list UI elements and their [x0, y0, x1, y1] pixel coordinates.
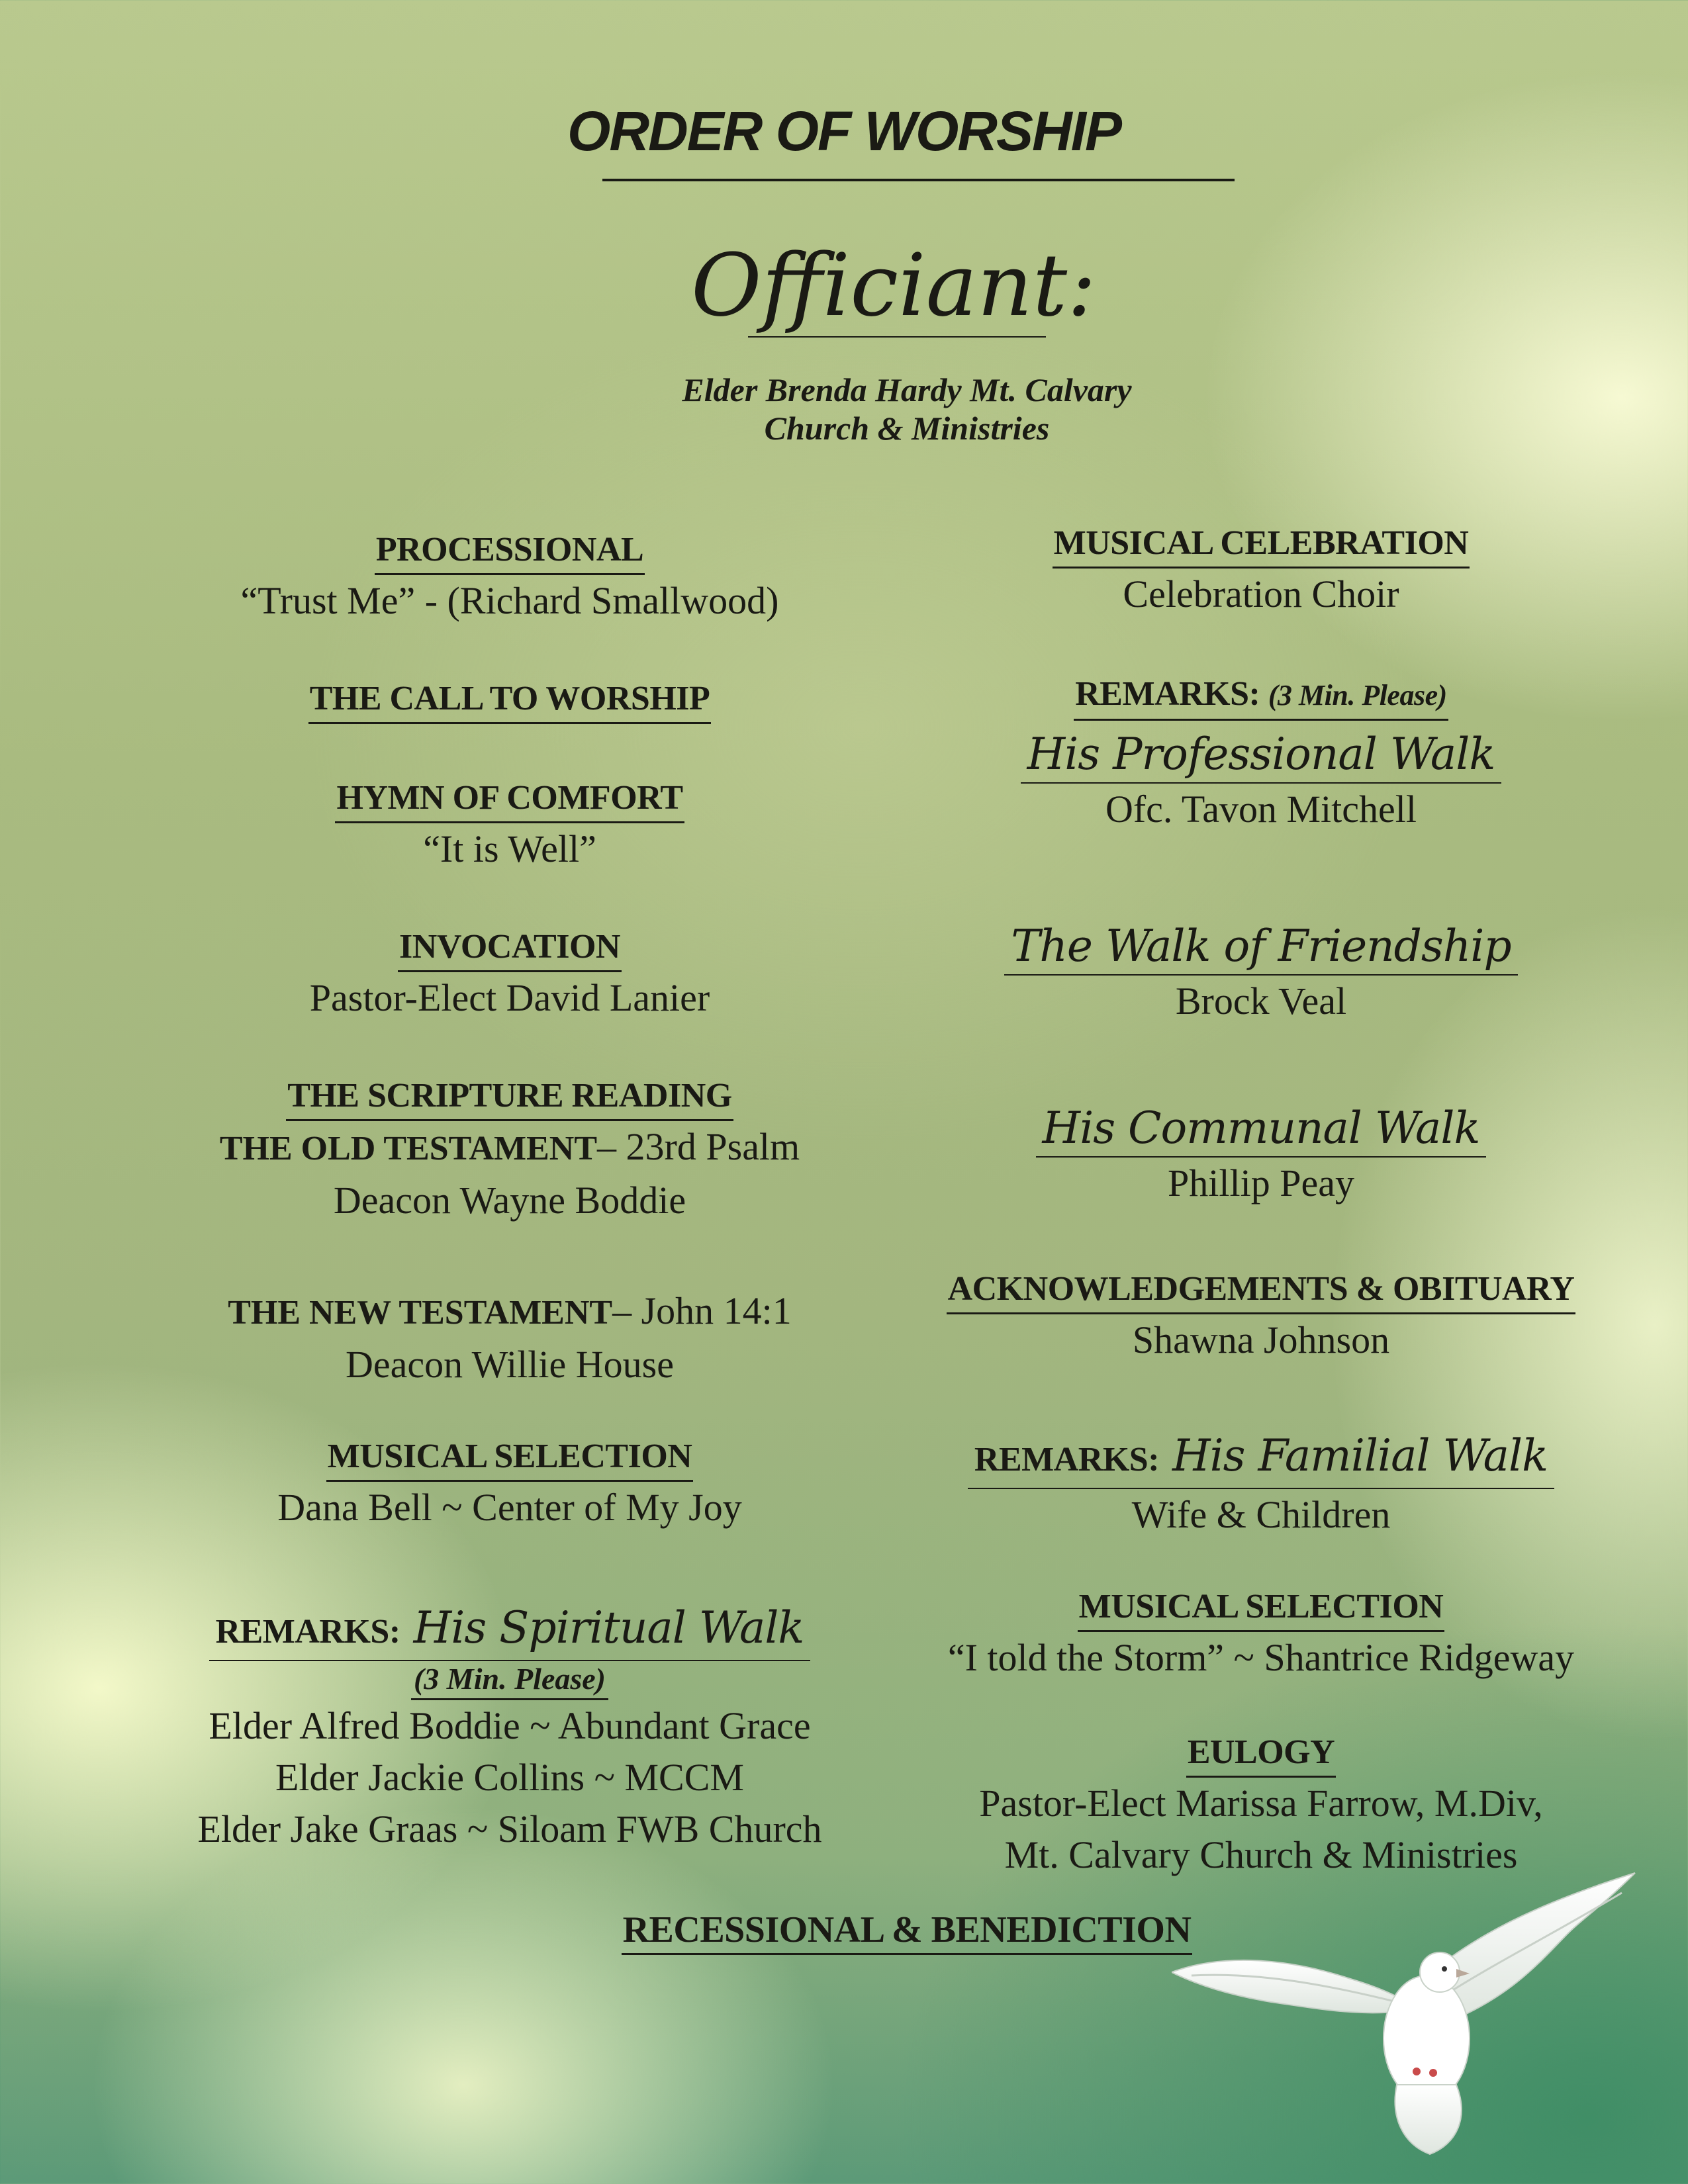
spiritual-speaker-2: Elder Jackie Collins ~ MCCM	[275, 1756, 744, 1799]
officiant-name-line1: Elder Brenda Hardy Mt. Calvary	[682, 371, 1132, 408]
remarks-spiritual-note: (3 Min. Please)	[411, 1661, 608, 1700]
invocation-line: Pastor-Elect David Lanier	[309, 976, 710, 1019]
remarks-right-heading	[1074, 674, 1448, 721]
musical-selection-right-line: “I told the Storm” ~ Shantrice Ridgeway	[947, 1636, 1575, 1679]
officiant-name-line2: Church & Ministries	[764, 410, 1050, 447]
hymn-heading: HYMN OF COMFORT	[335, 778, 684, 823]
communal-walk-line: Phillip Peay	[1168, 1161, 1354, 1205]
call-to-worship-heading: THE CALL TO WORSHIP	[308, 678, 712, 724]
musical-selection-left-heading: MUSICAL SELECTION	[326, 1436, 694, 1482]
remarks-spiritual-script: His Spiritual Walk	[413, 1602, 804, 1653]
page-title: ORDER OF WORSHIP	[567, 100, 1121, 162]
professional-walk-line: Ofc. Tavon Mitchell	[1105, 788, 1417, 831]
musical-celebration-section	[880, 523, 1642, 620]
professional-walk-script: His Professional Walk	[1021, 728, 1502, 784]
familial-walk-section	[880, 1430, 1642, 1541]
new-testament-line	[129, 1285, 890, 1339]
eulogy-heading: EULOGY	[1186, 1732, 1336, 1778]
remarks-spiritual-label: REMARKS:	[215, 1613, 400, 1651]
invocation-section	[129, 927, 890, 1024]
processional-heading: PROCESSIONAL	[375, 529, 645, 575]
familial-walk-script: His Familial Walk	[1172, 1430, 1548, 1481]
familial-walk-heading	[968, 1430, 1554, 1489]
acknowledgements-section	[880, 1269, 1642, 1366]
musical-selection-left-section	[129, 1436, 890, 1533]
old-testament-line	[129, 1121, 890, 1175]
spiritual-speaker-1: Elder Alfred Boddie ~ Abundant Grace	[209, 1704, 811, 1747]
old-testament-label: THE OLD TESTAMENT	[219, 1130, 598, 1167]
remarks-right-note: (3 Min. Please)	[1268, 679, 1447, 711]
hymn-section	[129, 778, 890, 875]
musical-celebration-line: Celebration Choir	[1123, 572, 1399, 615]
officiant-divider	[748, 336, 1046, 338]
musical-selection-right-section	[880, 1586, 1642, 1684]
processional-section	[129, 529, 890, 627]
musical-celebration-heading: MUSICAL CELEBRATION	[1053, 523, 1470, 569]
old-testament-reader: Deacon Wayne Boddie	[333, 1179, 686, 1222]
familial-walk-label: REMARKS:	[974, 1441, 1160, 1479]
musical-selection-left-line: Dana Bell ~ Center of My Joy	[277, 1486, 742, 1529]
call-to-worship-section	[129, 678, 890, 724]
professional-walk-section	[880, 728, 1642, 835]
new-testament-reader: Deacon Willie House	[346, 1343, 674, 1386]
scripture-heading: THE SCRIPTURE READING	[286, 1075, 733, 1121]
communal-walk-section	[880, 1102, 1642, 1209]
eulogy-section	[880, 1732, 1642, 1881]
recessional-heading: RECESSIONAL & BENEDICTION	[622, 1909, 1193, 1955]
familial-walk-line: Wife & Children	[1131, 1493, 1391, 1536]
invocation-heading: INVOCATION	[398, 927, 622, 972]
remarks-spiritual-heading	[209, 1602, 811, 1661]
new-testament-ref: – John 14:1	[612, 1289, 792, 1332]
acknowledgements-heading: ACKNOWLEDGEMENTS & OBITUARY	[947, 1269, 1576, 1314]
eulogy-line-1: Pastor-Elect Marissa Farrow, M.Div,	[979, 1782, 1543, 1825]
spiritual-speaker-3: Elder Jake Graas ~ Siloam FWB Church	[197, 1807, 822, 1850]
remarks-right-label: REMARKS:	[1075, 675, 1260, 713]
dove-icon	[1172, 1866, 1648, 2158]
acknowledgements-line: Shawna Johnson	[1132, 1318, 1390, 1361]
friendship-walk-line: Brock Veal	[1175, 979, 1347, 1023]
musical-selection-right-heading: MUSICAL SELECTION	[1078, 1586, 1445, 1632]
title-divider	[602, 179, 1235, 181]
communal-walk-script: His Communal Walk	[1036, 1102, 1487, 1158]
remarks-right-section	[880, 674, 1642, 721]
hymn-line: “It is Well”	[423, 827, 596, 870]
officiant-label: Officiant:	[691, 235, 1096, 336]
scripture-section	[129, 1075, 890, 1226]
officiant-name	[530, 371, 1284, 447]
new-testament-label: THE NEW TESTAMENT	[228, 1294, 613, 1332]
remarks-spiritual-section	[129, 1602, 890, 1855]
old-testament-ref: – 23rd Psalm	[597, 1125, 800, 1168]
eulogy-line-2: Mt. Calvary Church & Ministries	[1004, 1833, 1518, 1876]
friendship-walk-section	[880, 920, 1642, 1027]
new-testament-section	[129, 1285, 890, 1390]
friendship-walk-script: The Walk of Friendship	[1004, 920, 1517, 976]
processional-line: “Trust Me” - (Richard Smallwood)	[240, 579, 779, 622]
